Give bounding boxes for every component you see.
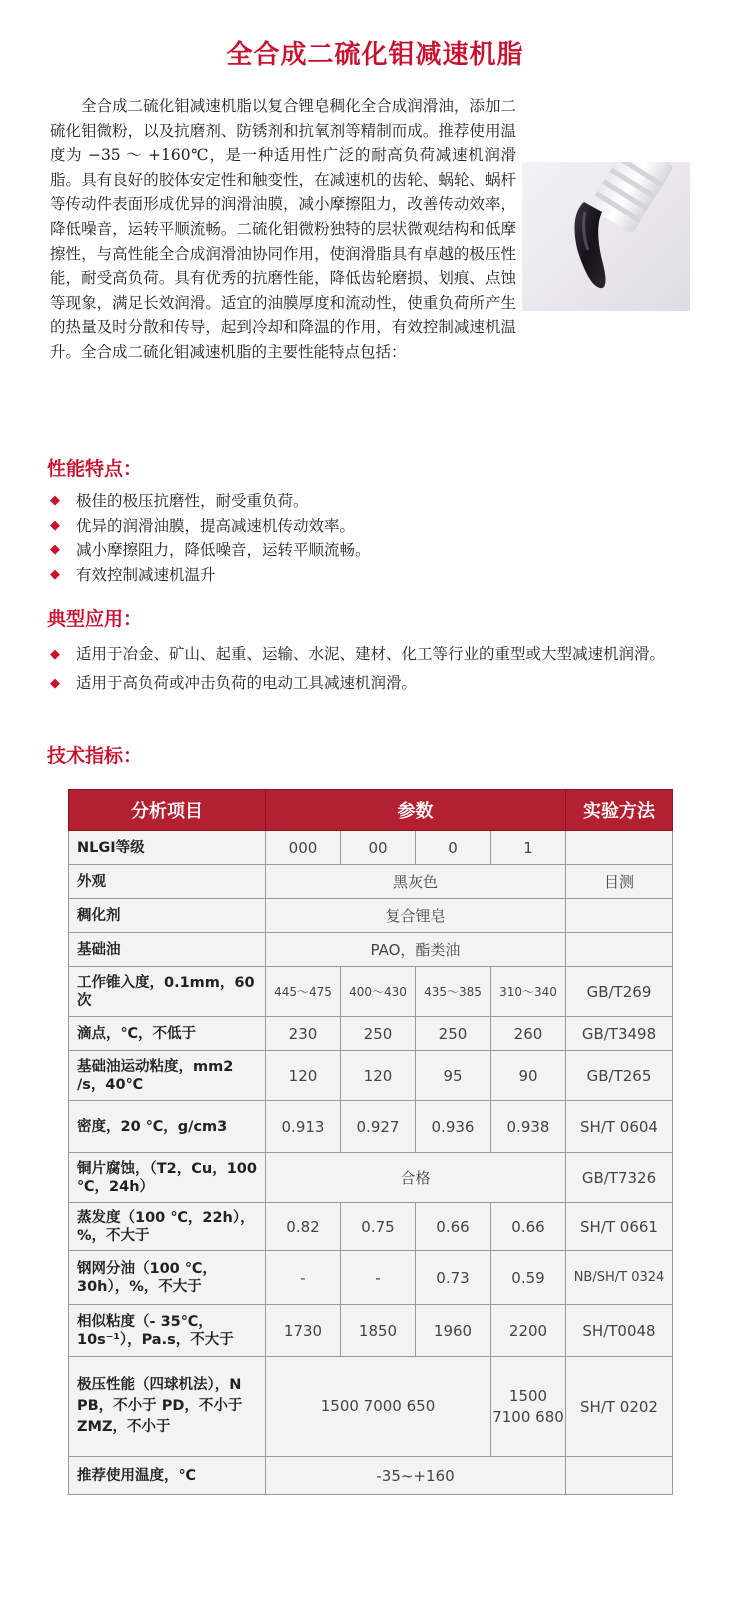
intro-paragraph: 全合成二硫化钼减速机脂以复合锂皂稠化全合成润滑油，添加二硫化钼微粉，以及抗磨剂、防锈剂和抗氧剂等精制而成。推荐使用温度为 −35 ～ +160℃，是一种适用性广泛的耐高负荷减速机润滑脂。具有良好的胶体安定性和触变性，在减速机的齿轮、蜗轮、蜗杆等传动件表面形成优异的润滑油膜，减小摩擦阻力，改善传动效率，降低噪音，运转平顺流畅。二硫化钼微粉独特的层状微观结构和低摩擦性，与高性能全合成润滑油协同作用，使润滑脂具有卓越的极压性能，耐受高负荷。具有优秀的抗磨性能，降低齿轮磨损、划痕、点蚀等现象，满足长效润滑。适宜的油膜厚度和流动性，使重负荷所产生的热量及时分散和传导，起到冷却和降温的作用，有效控制减速机温升。全合成二硫化钼减速机脂的主要性能特点包括：: [50, 97, 516, 361]
list-item: ◆ 极佳的极压抗磨性，耐受重负荷。: [50, 489, 371, 514]
cell: 1960: [416, 1305, 491, 1357]
cell: 95: [416, 1051, 491, 1101]
features-heading: 性能特点：: [47, 458, 143, 480]
cell: 0.82: [266, 1203, 341, 1251]
cell: 00: [341, 831, 416, 865]
method-cell: [566, 933, 673, 967]
applications-list: [50, 641, 690, 699]
method-cell: [566, 899, 673, 933]
column-header-params: 参数: [266, 790, 566, 831]
cell: 0.938: [491, 1101, 566, 1153]
table-row: [69, 1251, 673, 1305]
product-image: [522, 162, 690, 311]
cell: 0.59: [491, 1251, 566, 1305]
row-label: 基础油: [69, 933, 266, 967]
cell: 0.66: [491, 1203, 566, 1251]
table-row: [69, 831, 673, 865]
cell: 0.66: [416, 1203, 491, 1251]
method-cell: SH/T 0202: [566, 1357, 673, 1457]
page-title: 全合成二硫化钼减速机脂: [226, 40, 524, 70]
table-row: [69, 899, 673, 933]
method-cell: GB/T269: [566, 967, 673, 1017]
cell: 435～385: [416, 967, 491, 1017]
cell: 400～430: [341, 967, 416, 1017]
cell: PAO，酯类油: [266, 933, 566, 967]
row-label: 外观: [69, 865, 266, 899]
list-item: ◆ 减小摩擦阻力，降低噪音，运转平顺流畅。: [50, 538, 371, 563]
cell: 000: [266, 831, 341, 865]
diamond-bullet-icon: ◆: [50, 542, 60, 558]
diamond-bullet-icon: ◆: [50, 647, 60, 662]
cell: 310～340: [491, 967, 566, 1017]
method-cell: NB/SH/T 0324: [566, 1251, 673, 1305]
column-header-item: 分析项目: [69, 790, 266, 831]
specs-heading: 技术指标：: [47, 745, 143, 767]
row-label: 推荐使用温度，℃: [69, 1457, 266, 1495]
diamond-bullet-icon: ◆: [50, 517, 60, 533]
table-row: [69, 1305, 673, 1357]
row-label: 极压性能（四球机法），N PB，不小于 PD，不小于 ZMZ，不小于: [69, 1357, 266, 1457]
cell: 1500 7100 680: [491, 1357, 566, 1457]
method-cell: GB/T7326: [566, 1153, 673, 1203]
cell: 250: [341, 1017, 416, 1051]
column-header-method: 实验方法: [566, 790, 673, 831]
row-label: 相似粘度（- 35℃，10s⁻¹），Pa.s，不大于: [69, 1305, 266, 1357]
cell: 0.73: [416, 1251, 491, 1305]
method-cell: SH/T 0604: [566, 1101, 673, 1153]
cell: 0: [416, 831, 491, 865]
diamond-bullet-icon: ◆: [50, 566, 60, 582]
method-cell: SH/T 0661: [566, 1203, 673, 1251]
applications-heading: 典型应用：: [47, 608, 143, 630]
table-row: [69, 1357, 673, 1457]
list-item: ◆ 适用于高负荷或冲击负荷的电动工具减速机润滑。: [50, 670, 690, 697]
row-label: NLGI等级: [69, 831, 266, 865]
list-item: ◆ 适用于冶金、矿山、起重、运输、水泥、建材、化工等行业的重型或大型减速机润滑。: [50, 641, 690, 668]
method-cell: GB/T265: [566, 1051, 673, 1101]
method-cell: GB/T3498: [566, 1017, 673, 1051]
table-header-row: [69, 790, 673, 831]
row-label: 工作锥入度，0.1mm，60次: [69, 967, 266, 1017]
row-label: 蒸发度（100 ℃，22h），%，不大于: [69, 1203, 266, 1251]
table-row: [69, 967, 673, 1017]
cell: 1: [491, 831, 566, 865]
row-label: 铜片腐蚀，（T2，Cu，100 ℃，24h）: [69, 1153, 266, 1203]
cell: 250: [416, 1017, 491, 1051]
cell: 1500 7000 650: [266, 1357, 491, 1457]
row-label: 基础油运动粘度，mm2 /s，40℃: [69, 1051, 266, 1101]
cell: 230: [266, 1017, 341, 1051]
cell: 复合锂皂: [266, 899, 566, 933]
method-cell: SH/T0048: [566, 1305, 673, 1357]
cell: 0.927: [341, 1101, 416, 1153]
cell: 260: [491, 1017, 566, 1051]
table-row: [69, 933, 673, 967]
table-row: [69, 1051, 673, 1101]
spec-table: [68, 789, 673, 1495]
method-cell: [566, 1457, 673, 1495]
cell: 2200: [491, 1305, 566, 1357]
cell: 合格: [266, 1153, 566, 1203]
list-item: ◆ 优异的润滑油膜，提高减速机传动效率。: [50, 514, 371, 539]
table-row: [69, 1017, 673, 1051]
cell: 120: [266, 1051, 341, 1101]
table-row: [69, 1153, 673, 1203]
grease-tube-illustration: [522, 162, 690, 311]
row-label: 稠化剂: [69, 899, 266, 933]
method-cell: [566, 831, 673, 865]
cell: 0.936: [416, 1101, 491, 1153]
cell: 445～475: [266, 967, 341, 1017]
method-cell: 目测: [566, 865, 673, 899]
cell: 黑灰色: [266, 865, 566, 899]
cell: -: [341, 1251, 416, 1305]
diamond-bullet-icon: ◆: [50, 676, 60, 691]
row-label: 钢网分油（100 ℃，30h），%，不大于: [69, 1251, 266, 1305]
cell: 1850: [341, 1305, 416, 1357]
cell: 0.913: [266, 1101, 341, 1153]
table-row: [69, 1203, 673, 1251]
cell: 1730: [266, 1305, 341, 1357]
table-row: [69, 865, 673, 899]
row-label: 密度，20 ℃，g/cm3: [69, 1101, 266, 1153]
cell: 90: [491, 1051, 566, 1101]
table-row: [69, 1457, 673, 1495]
table-row: [69, 1101, 673, 1153]
diamond-bullet-icon: ◆: [50, 493, 60, 508]
list-item: ◆ 有效控制减速机温升: [50, 563, 371, 588]
cell: 120: [341, 1051, 416, 1101]
features-list: [50, 489, 371, 587]
cell: -35~+160: [266, 1457, 566, 1495]
cell: 0.75: [341, 1203, 416, 1251]
row-label: 滴点，℃，不低于: [69, 1017, 266, 1051]
cell: -: [266, 1251, 341, 1305]
